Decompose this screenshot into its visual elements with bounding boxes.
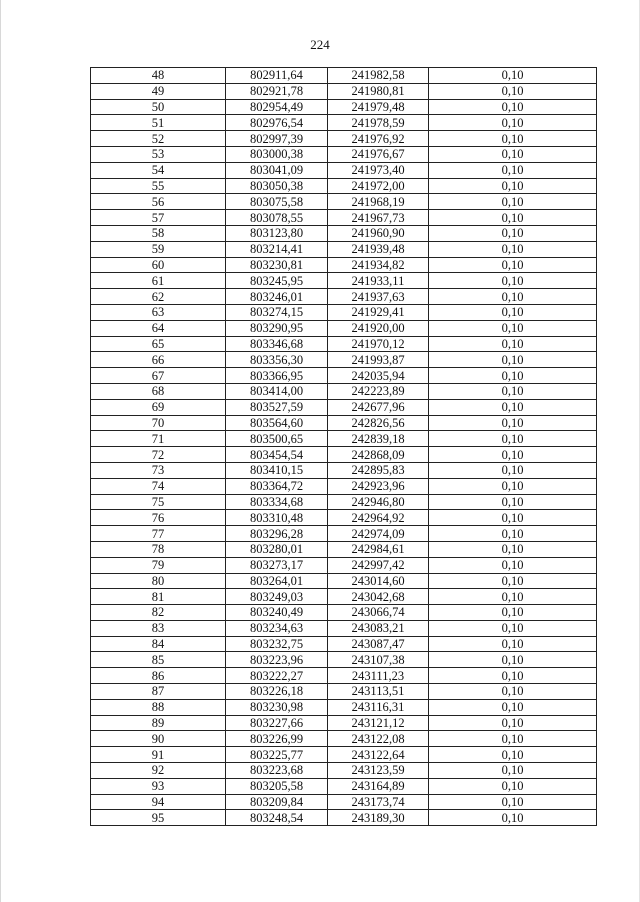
- y-coordinate-cell: 241939,48: [328, 241, 429, 257]
- x-coordinate-cell: 803205,58: [226, 778, 328, 794]
- y-coordinate-cell: 241934,82: [328, 257, 429, 273]
- table-row: [91, 478, 597, 494]
- point-number-cell: 89: [91, 715, 226, 731]
- table-row: [91, 557, 597, 573]
- x-coordinate-cell: 803500,65: [226, 431, 328, 447]
- y-coordinate-cell: 243123,59: [328, 763, 429, 779]
- point-number-cell: 65: [91, 336, 226, 352]
- tolerance-cell: 0,10: [429, 194, 597, 210]
- y-coordinate-cell: 243173,74: [328, 794, 429, 810]
- tolerance-cell: 0,10: [429, 478, 597, 494]
- point-number-cell: 84: [91, 636, 226, 652]
- y-coordinate-cell: 242868,09: [328, 447, 429, 463]
- table-row: [91, 620, 597, 636]
- table-row: [91, 652, 597, 668]
- x-coordinate-cell: 803310,48: [226, 510, 328, 526]
- y-coordinate-cell: 241933,11: [328, 273, 429, 289]
- tolerance-cell: 0,10: [429, 99, 597, 115]
- tolerance-cell: 0,10: [429, 652, 597, 668]
- x-coordinate-cell: 803078,55: [226, 210, 328, 226]
- point-number-cell: 49: [91, 83, 226, 99]
- point-number-cell: 75: [91, 494, 226, 510]
- point-number-cell: 87: [91, 684, 226, 700]
- table-row: [91, 589, 597, 605]
- y-coordinate-cell: 241979,48: [328, 99, 429, 115]
- tolerance-cell: 0,10: [429, 636, 597, 652]
- y-coordinate-cell: 243087,47: [328, 636, 429, 652]
- point-number-cell: 61: [91, 273, 226, 289]
- y-coordinate-cell: 241929,41: [328, 304, 429, 320]
- x-coordinate-cell: 803334,68: [226, 494, 328, 510]
- y-coordinate-cell: 242974,09: [328, 526, 429, 542]
- point-number-cell: 88: [91, 699, 226, 715]
- tolerance-cell: 0,10: [429, 510, 597, 526]
- table-row: [91, 131, 597, 147]
- x-coordinate-cell: 803234,63: [226, 620, 328, 636]
- y-coordinate-cell: 241968,19: [328, 194, 429, 210]
- y-coordinate-cell: 242035,94: [328, 368, 429, 384]
- point-number-cell: 62: [91, 289, 226, 305]
- y-coordinate-cell: 243113,51: [328, 684, 429, 700]
- page-number: 224: [310, 37, 330, 52]
- point-number-cell: 80: [91, 573, 226, 589]
- tolerance-cell: 0,10: [429, 178, 597, 194]
- y-coordinate-cell: 243083,21: [328, 620, 429, 636]
- tolerance-cell: 0,10: [429, 257, 597, 273]
- point-number-cell: 83: [91, 620, 226, 636]
- point-number-cell: 91: [91, 747, 226, 763]
- tolerance-cell: 0,10: [429, 368, 597, 384]
- point-number-cell: 59: [91, 241, 226, 257]
- point-number-cell: 57: [91, 210, 226, 226]
- point-number-cell: 92: [91, 763, 226, 779]
- table-row: [91, 210, 597, 226]
- y-coordinate-cell: 243122,08: [328, 731, 429, 747]
- x-coordinate-cell: 803230,98: [226, 699, 328, 715]
- y-coordinate-cell: 241972,00: [328, 178, 429, 194]
- table-row: [91, 178, 597, 194]
- table-row: [91, 115, 597, 131]
- y-coordinate-cell: 243014,60: [328, 573, 429, 589]
- y-coordinate-cell: 242677,96: [328, 399, 429, 415]
- point-number-cell: 85: [91, 652, 226, 668]
- table-row: [91, 684, 597, 700]
- tolerance-cell: 0,10: [429, 715, 597, 731]
- x-coordinate-cell: 802921,78: [226, 83, 328, 99]
- x-coordinate-cell: 803290,95: [226, 320, 328, 336]
- table-row: [91, 99, 597, 115]
- y-coordinate-cell: 241967,73: [328, 210, 429, 226]
- y-coordinate-cell: 243164,89: [328, 778, 429, 794]
- point-number-cell: 82: [91, 605, 226, 621]
- tolerance-cell: 0,10: [429, 352, 597, 368]
- table-row: [91, 763, 597, 779]
- x-coordinate-cell: 803223,68: [226, 763, 328, 779]
- table-row: [91, 273, 597, 289]
- x-coordinate-cell: 803240,49: [226, 605, 328, 621]
- table-row: [91, 715, 597, 731]
- table-row: [91, 462, 597, 478]
- tolerance-cell: 0,10: [429, 289, 597, 305]
- table-row: [91, 368, 597, 384]
- tolerance-cell: 0,10: [429, 210, 597, 226]
- x-coordinate-cell: 803274,15: [226, 304, 328, 320]
- y-coordinate-cell: 241980,81: [328, 83, 429, 99]
- y-coordinate-cell: 241993,87: [328, 352, 429, 368]
- point-number-cell: 48: [91, 68, 226, 84]
- tolerance-cell: 0,10: [429, 83, 597, 99]
- x-coordinate-cell: 803273,17: [226, 557, 328, 573]
- scan-edge-left: [0, 0, 1, 902]
- tolerance-cell: 0,10: [429, 557, 597, 573]
- y-coordinate-cell: 242997,42: [328, 557, 429, 573]
- table-row: [91, 431, 597, 447]
- x-coordinate-cell: 803232,75: [226, 636, 328, 652]
- tolerance-cell: 0,10: [429, 320, 597, 336]
- point-number-cell: 95: [91, 810, 226, 826]
- tolerance-cell: 0,10: [429, 589, 597, 605]
- x-coordinate-cell: 803249,03: [226, 589, 328, 605]
- x-coordinate-cell: 803264,01: [226, 573, 328, 589]
- table-row: [91, 352, 597, 368]
- x-coordinate-cell: 803356,30: [226, 352, 328, 368]
- x-coordinate-cell: 802954,49: [226, 99, 328, 115]
- point-number-cell: 94: [91, 794, 226, 810]
- y-coordinate-cell: 243042,68: [328, 589, 429, 605]
- y-coordinate-cell: 242923,96: [328, 478, 429, 494]
- point-number-cell: 69: [91, 399, 226, 415]
- point-number-cell: 66: [91, 352, 226, 368]
- point-number-cell: 86: [91, 668, 226, 684]
- tolerance-cell: 0,10: [429, 131, 597, 147]
- x-coordinate-cell: 803225,77: [226, 747, 328, 763]
- tolerance-cell: 0,10: [429, 668, 597, 684]
- table-row: [91, 399, 597, 415]
- x-coordinate-cell: 803209,84: [226, 794, 328, 810]
- point-number-cell: 72: [91, 447, 226, 463]
- x-coordinate-cell: 803075,58: [226, 194, 328, 210]
- point-number-cell: 81: [91, 589, 226, 605]
- table-row: [91, 146, 597, 162]
- table-row: [91, 162, 597, 178]
- y-coordinate-cell: 242839,18: [328, 431, 429, 447]
- y-coordinate-cell: 243121,12: [328, 715, 429, 731]
- point-number-cell: 64: [91, 320, 226, 336]
- y-coordinate-cell: 241920,00: [328, 320, 429, 336]
- tolerance-cell: 0,10: [429, 731, 597, 747]
- point-number-cell: 54: [91, 162, 226, 178]
- x-coordinate-cell: 803296,28: [226, 526, 328, 542]
- y-coordinate-cell: 243116,31: [328, 699, 429, 715]
- point-number-cell: 78: [91, 541, 226, 557]
- table-row: [91, 383, 597, 399]
- table-row: [91, 68, 597, 84]
- x-coordinate-cell: 803050,38: [226, 178, 328, 194]
- table-row: [91, 573, 597, 589]
- table-row: [91, 320, 597, 336]
- point-number-cell: 76: [91, 510, 226, 526]
- y-coordinate-cell: 241978,59: [328, 115, 429, 131]
- x-coordinate-cell: 803123,80: [226, 225, 328, 241]
- x-coordinate-cell: 803414,00: [226, 383, 328, 399]
- point-number-cell: 51: [91, 115, 226, 131]
- table-row: [91, 794, 597, 810]
- x-coordinate-cell: 803222,27: [226, 668, 328, 684]
- tolerance-cell: 0,10: [429, 225, 597, 241]
- y-coordinate-cell: 242223,89: [328, 383, 429, 399]
- y-coordinate-cell: 243122,64: [328, 747, 429, 763]
- point-number-cell: 73: [91, 462, 226, 478]
- tolerance-cell: 0,10: [429, 146, 597, 162]
- tolerance-cell: 0,10: [429, 605, 597, 621]
- x-coordinate-cell: 803454,54: [226, 447, 328, 463]
- tolerance-cell: 0,10: [429, 526, 597, 542]
- y-coordinate-cell: 241982,58: [328, 68, 429, 84]
- table-row: [91, 810, 597, 826]
- table-row: [91, 194, 597, 210]
- y-coordinate-cell: 241970,12: [328, 336, 429, 352]
- tolerance-cell: 0,10: [429, 494, 597, 510]
- tolerance-cell: 0,10: [429, 304, 597, 320]
- tolerance-cell: 0,10: [429, 747, 597, 763]
- point-number-cell: 93: [91, 778, 226, 794]
- table-row: [91, 668, 597, 684]
- x-coordinate-cell: 803364,72: [226, 478, 328, 494]
- table-row: [91, 447, 597, 463]
- tolerance-cell: 0,10: [429, 383, 597, 399]
- table-row: [91, 778, 597, 794]
- table-row: [91, 699, 597, 715]
- y-coordinate-cell: 243111,23: [328, 668, 429, 684]
- coordinates-table: [90, 67, 597, 826]
- table-row: [91, 605, 597, 621]
- tolerance-cell: 0,10: [429, 684, 597, 700]
- x-coordinate-cell: 802976,54: [226, 115, 328, 131]
- x-coordinate-cell: 803226,18: [226, 684, 328, 700]
- coordinates-table-body: [91, 68, 597, 826]
- tolerance-cell: 0,10: [429, 336, 597, 352]
- table-row: [91, 304, 597, 320]
- point-number-cell: 52: [91, 131, 226, 147]
- tolerance-cell: 0,10: [429, 399, 597, 415]
- tolerance-cell: 0,10: [429, 541, 597, 557]
- x-coordinate-cell: 803410,15: [226, 462, 328, 478]
- table-row: [91, 494, 597, 510]
- x-coordinate-cell: 803245,95: [226, 273, 328, 289]
- y-coordinate-cell: 241976,67: [328, 146, 429, 162]
- point-number-cell: 90: [91, 731, 226, 747]
- tolerance-cell: 0,10: [429, 68, 597, 84]
- tolerance-cell: 0,10: [429, 699, 597, 715]
- y-coordinate-cell: 242964,92: [328, 510, 429, 526]
- point-number-cell: 60: [91, 257, 226, 273]
- tolerance-cell: 0,10: [429, 431, 597, 447]
- tolerance-cell: 0,10: [429, 778, 597, 794]
- tolerance-cell: 0,10: [429, 620, 597, 636]
- x-coordinate-cell: 803564,60: [226, 415, 328, 431]
- point-number-cell: 58: [91, 225, 226, 241]
- table-row: [91, 541, 597, 557]
- tolerance-cell: 0,10: [429, 162, 597, 178]
- x-coordinate-cell: 803366,95: [226, 368, 328, 384]
- x-coordinate-cell: 803527,59: [226, 399, 328, 415]
- x-coordinate-cell: 802911,64: [226, 68, 328, 84]
- x-coordinate-cell: 803227,66: [226, 715, 328, 731]
- point-number-cell: 63: [91, 304, 226, 320]
- tolerance-cell: 0,10: [429, 573, 597, 589]
- table-row: [91, 225, 597, 241]
- tolerance-cell: 0,10: [429, 115, 597, 131]
- point-number-cell: 50: [91, 99, 226, 115]
- table-row: [91, 510, 597, 526]
- x-coordinate-cell: 803000,38: [226, 146, 328, 162]
- coordinates-table-container: [90, 67, 597, 826]
- point-number-cell: 77: [91, 526, 226, 542]
- tolerance-cell: 0,10: [429, 273, 597, 289]
- y-coordinate-cell: 242946,80: [328, 494, 429, 510]
- table-row: [91, 257, 597, 273]
- table-row: [91, 83, 597, 99]
- tolerance-cell: 0,10: [429, 810, 597, 826]
- point-number-cell: 70: [91, 415, 226, 431]
- x-coordinate-cell: 803246,01: [226, 289, 328, 305]
- x-coordinate-cell: 803248,54: [226, 810, 328, 826]
- tolerance-cell: 0,10: [429, 447, 597, 463]
- point-number-cell: 68: [91, 383, 226, 399]
- x-coordinate-cell: 803226,99: [226, 731, 328, 747]
- tolerance-cell: 0,10: [429, 462, 597, 478]
- table-row: [91, 336, 597, 352]
- tolerance-cell: 0,10: [429, 794, 597, 810]
- y-coordinate-cell: 241960,90: [328, 225, 429, 241]
- y-coordinate-cell: 242895,83: [328, 462, 429, 478]
- table-row: [91, 289, 597, 305]
- x-coordinate-cell: 803230,81: [226, 257, 328, 273]
- y-coordinate-cell: 242984,61: [328, 541, 429, 557]
- table-row: [91, 747, 597, 763]
- point-number-cell: 53: [91, 146, 226, 162]
- point-number-cell: 56: [91, 194, 226, 210]
- y-coordinate-cell: 241976,92: [328, 131, 429, 147]
- point-number-cell: 55: [91, 178, 226, 194]
- y-coordinate-cell: 242826,56: [328, 415, 429, 431]
- point-number-cell: 79: [91, 557, 226, 573]
- y-coordinate-cell: 241973,40: [328, 162, 429, 178]
- x-coordinate-cell: 803280,01: [226, 541, 328, 557]
- table-row: [91, 731, 597, 747]
- y-coordinate-cell: 243066,74: [328, 605, 429, 621]
- x-coordinate-cell: 803223,96: [226, 652, 328, 668]
- point-number-cell: 71: [91, 431, 226, 447]
- x-coordinate-cell: 802997,39: [226, 131, 328, 147]
- point-number-cell: 67: [91, 368, 226, 384]
- point-number-cell: 74: [91, 478, 226, 494]
- table-row: [91, 526, 597, 542]
- x-coordinate-cell: 803346,68: [226, 336, 328, 352]
- table-row: [91, 241, 597, 257]
- tolerance-cell: 0,10: [429, 763, 597, 779]
- tolerance-cell: 0,10: [429, 415, 597, 431]
- y-coordinate-cell: 243189,30: [328, 810, 429, 826]
- x-coordinate-cell: 803214,41: [226, 241, 328, 257]
- table-row: [91, 636, 597, 652]
- table-row: [91, 415, 597, 431]
- y-coordinate-cell: 243107,38: [328, 652, 429, 668]
- tolerance-cell: 0,10: [429, 241, 597, 257]
- y-coordinate-cell: 241937,63: [328, 289, 429, 305]
- x-coordinate-cell: 803041,09: [226, 162, 328, 178]
